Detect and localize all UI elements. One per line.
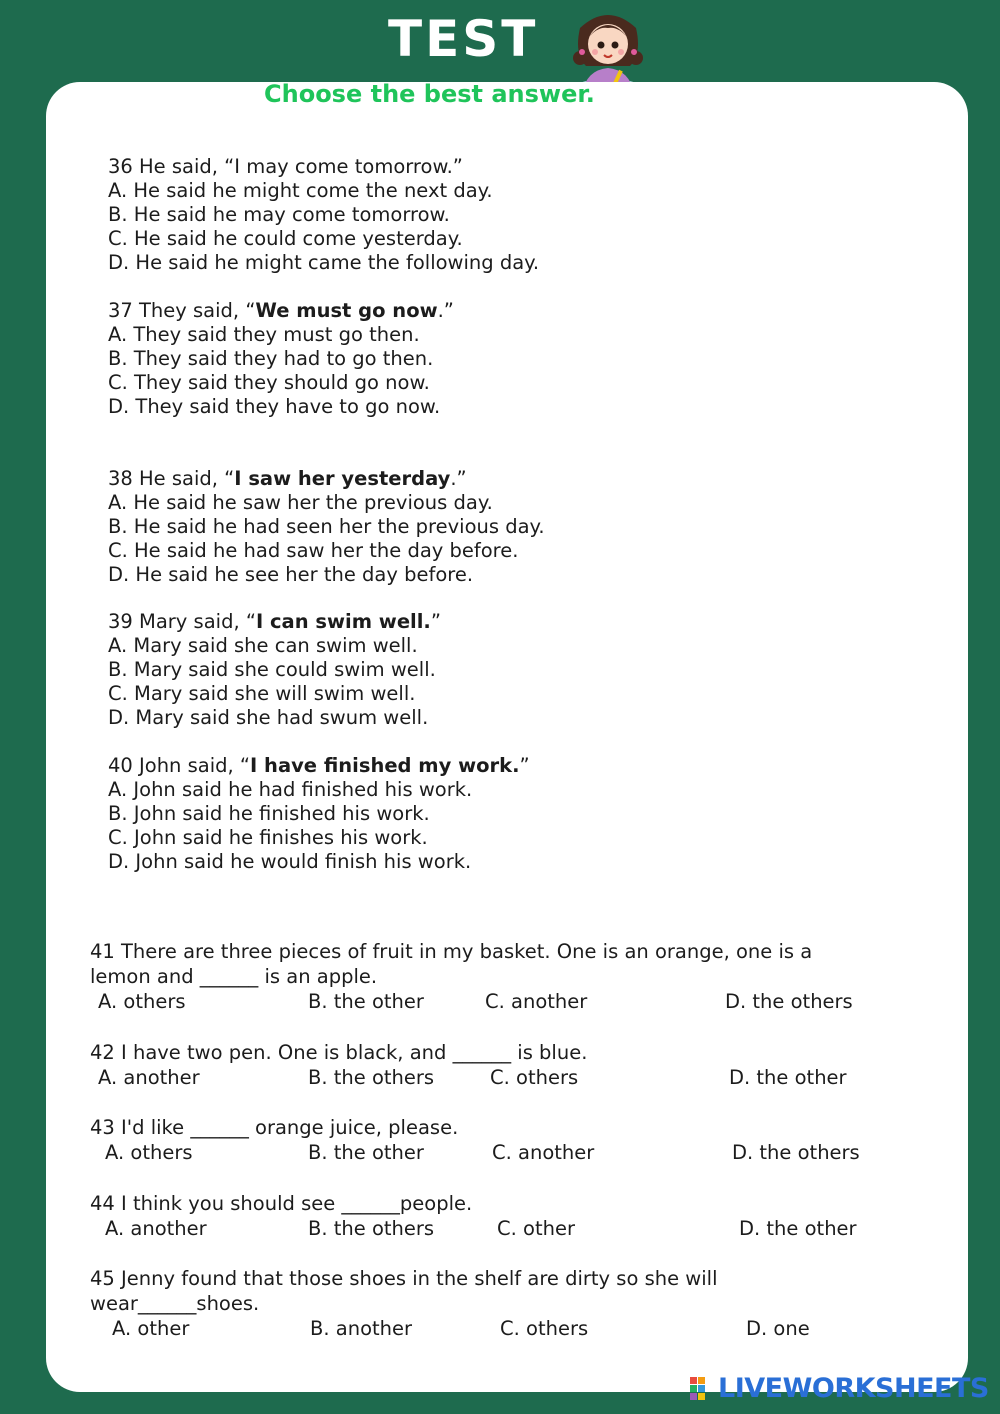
answer-option[interactable]: B. the others (308, 1066, 435, 1089)
answer-option[interactable]: D. one (746, 1317, 810, 1340)
question-stem: 45 Jenny found that those shoes in the shelf are dirty so she will (90, 1267, 718, 1290)
question-stem: 41 There are three pieces of fruit in my basket. One is an orange, one is a (90, 940, 813, 963)
answer-option[interactable]: D. They said they have to go now. (108, 395, 441, 418)
answer-option[interactable]: B. Mary said she could swim well. (108, 658, 436, 681)
question-38 (108, 467, 545, 587)
answer-option[interactable]: B. He said he had seen her the previous day. (108, 515, 545, 538)
question-stem: 39 Mary said, “I can swim well.” (108, 610, 441, 633)
answer-option[interactable]: B. the other (308, 1141, 424, 1164)
instructions-subtitle: Choose the best answer. (264, 80, 595, 108)
answer-option[interactable]: D. He said he might came the following day. (108, 251, 540, 274)
question-41 (90, 939, 853, 1015)
answer-option[interactable]: C. He said he could come yesterday. (108, 227, 463, 250)
answer-option[interactable]: D. John said he would finish his work. (108, 850, 472, 873)
answer-option[interactable]: D. He said he see her the day before. (108, 563, 474, 586)
page-title: TEST (388, 10, 539, 68)
answer-option[interactable]: A. others (105, 1141, 193, 1164)
question-stem: 43 I'd like ______ orange juice, please. (90, 1116, 459, 1139)
answer-option[interactable]: B. the other (308, 990, 424, 1013)
answer-option[interactable]: C. John said he finishes his work. (108, 826, 428, 849)
question-stem: 40 John said, “I have finished my work.” (108, 754, 530, 777)
answer-option[interactable]: A. They said they must go then. (108, 323, 420, 346)
answer-option[interactable]: D. the others (725, 990, 853, 1013)
question-stem: wear______shoes. (90, 1292, 260, 1315)
answer-option[interactable]: C. other (497, 1217, 575, 1240)
answer-option[interactable]: B. the others (308, 1217, 435, 1240)
liveworksheets-blocks-icon (690, 1377, 714, 1401)
question-stem: 36 He said, “I may come tomorrow.” (108, 155, 463, 178)
question-36 (108, 155, 539, 275)
answer-option[interactable]: C. They said they should go now. (108, 371, 430, 394)
answer-option[interactable]: C. another (485, 990, 588, 1013)
answer-option[interactable]: B. They said they had to go then. (108, 347, 434, 370)
answer-option[interactable]: C. another (492, 1141, 595, 1164)
answer-option[interactable]: B. John said he finished his work. (108, 802, 430, 825)
answer-option[interactable]: D. the others (732, 1141, 860, 1164)
answer-option[interactable]: A. others (98, 990, 186, 1013)
question-40 (108, 754, 530, 874)
answer-option[interactable]: A. another (98, 1066, 200, 1089)
question-45 (90, 1266, 810, 1342)
answer-option[interactable]: A. He said he saw her the previous day. (108, 491, 493, 514)
answer-option[interactable]: A. Mary said she can swim well. (108, 634, 418, 657)
answer-option[interactable]: D. the other (729, 1066, 847, 1089)
answer-option[interactable]: A. John said he had finished his work. (108, 778, 473, 801)
answer-option[interactable]: A. another (105, 1217, 207, 1240)
question-stem: 38 He said, “I saw her yesterday.” (108, 467, 467, 490)
question-44 (90, 1191, 857, 1242)
brand-name: LIVEWORKSHEETS (718, 1373, 989, 1404)
answer-option[interactable]: A. other (112, 1317, 190, 1340)
question-stem: 37 They said, “We must go now.” (108, 299, 454, 322)
question-stem: 44 I think you should see ______people. (90, 1192, 473, 1215)
answer-option[interactable]: D. the other (739, 1217, 857, 1240)
answer-option[interactable]: C. Mary said she will swim well. (108, 682, 416, 705)
answer-option[interactable]: C. others (500, 1317, 589, 1340)
question-37 (108, 299, 454, 419)
answer-option[interactable]: A. He said he might come the next day. (108, 179, 493, 202)
answer-option[interactable]: B. He said he may come tomorrow. (108, 203, 450, 226)
question-stem: lemon and ______ is an apple. (90, 965, 378, 988)
question-stem: 42 I have two pen. One is black, and ______ is blue. (90, 1041, 588, 1064)
liveworksheets-logo (690, 1373, 989, 1404)
question-39 (108, 610, 441, 730)
answer-option[interactable]: D. Mary said she had swum well. (108, 706, 429, 729)
question-43 (90, 1115, 860, 1166)
answer-option[interactable]: C. others (490, 1066, 579, 1089)
answer-option[interactable]: C. He said he had saw her the day before. (108, 539, 519, 562)
question-42 (90, 1040, 847, 1091)
answer-option[interactable]: B. another (310, 1317, 413, 1340)
